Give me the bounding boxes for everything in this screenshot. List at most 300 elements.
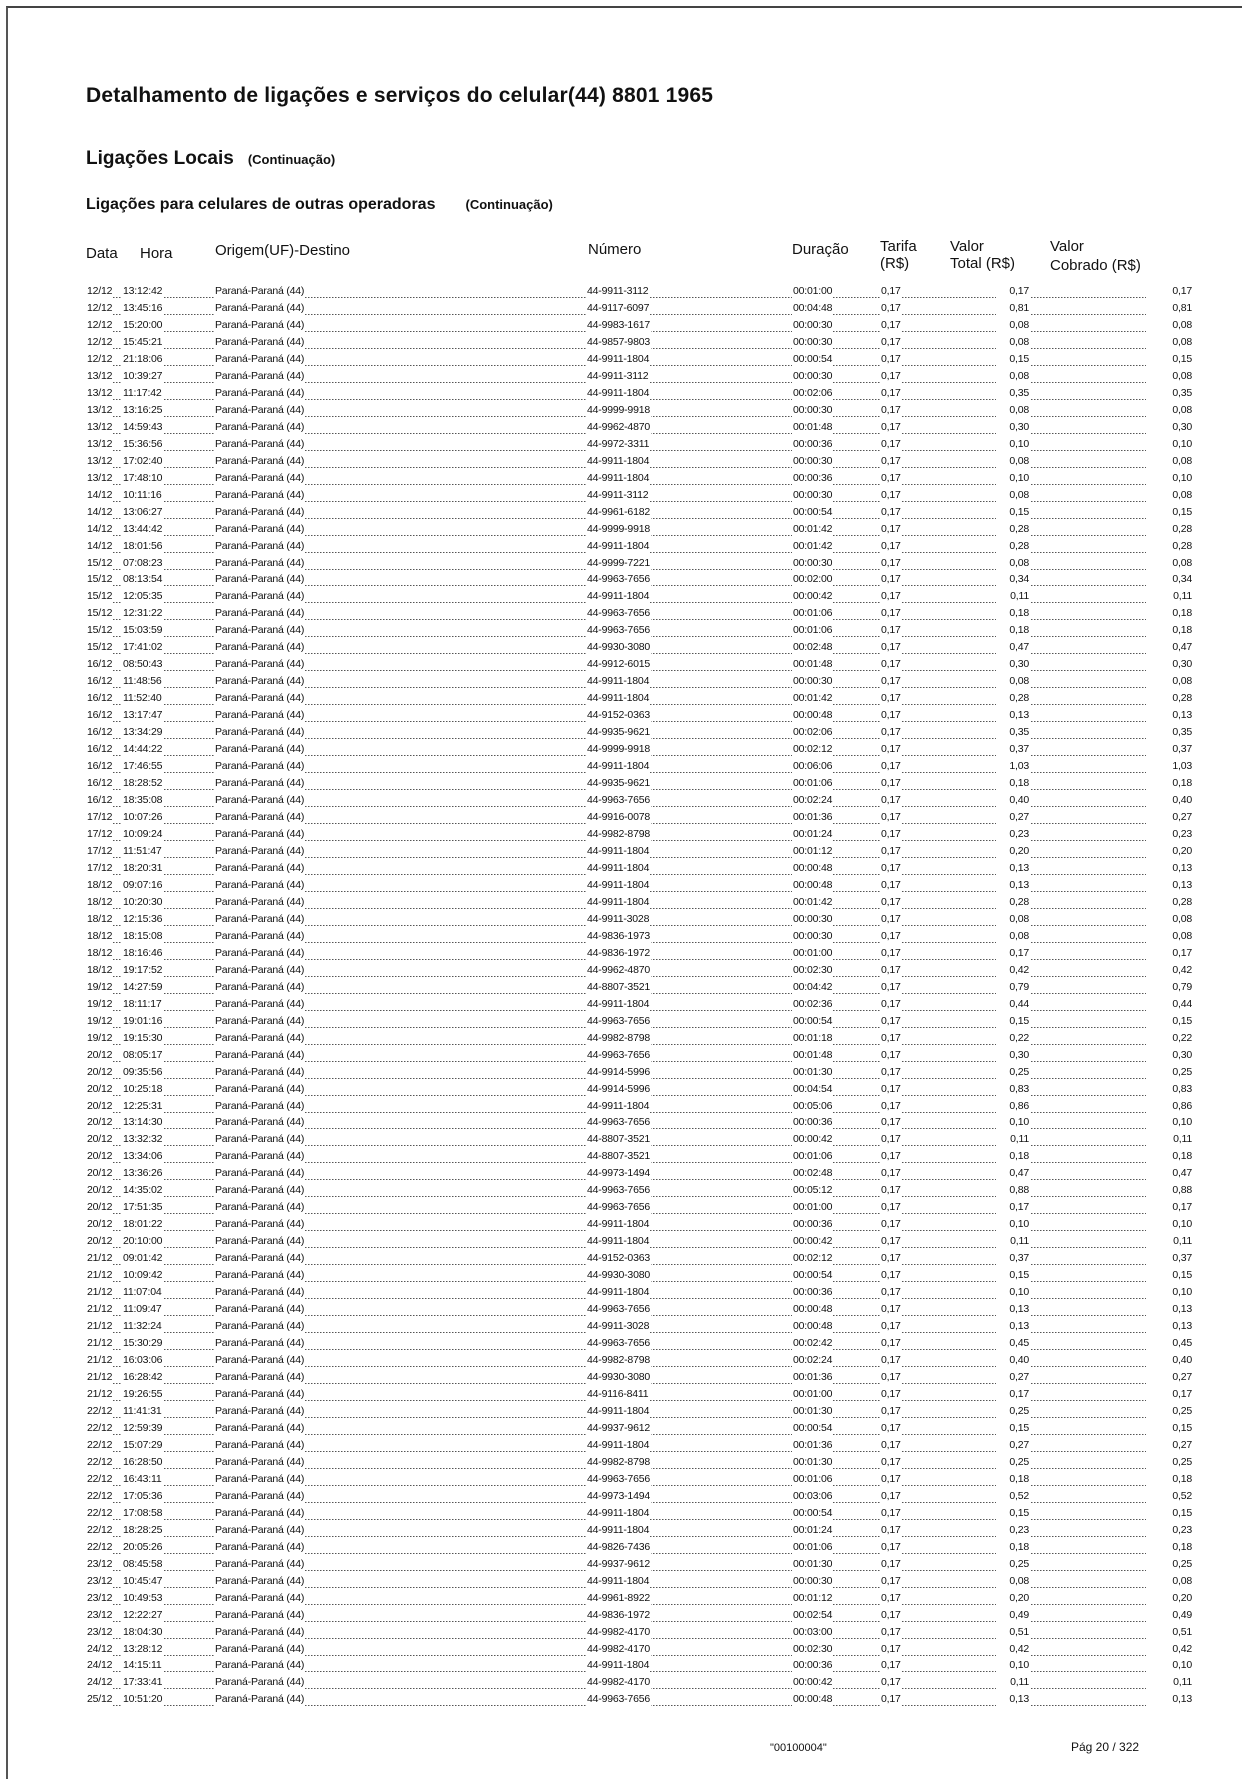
call-time: 19:26:55	[123, 1387, 163, 1400]
call-tariff: 0,17	[881, 437, 901, 450]
call-tariff: 0,17	[881, 726, 901, 739]
table-row	[86, 1557, 1192, 1575]
call-total-value: 0,25	[996, 1456, 1030, 1469]
call-time: 20:10:00	[123, 1235, 163, 1248]
call-charged-value: 0,28	[1146, 692, 1193, 705]
call-total-value: 0,08	[996, 1575, 1030, 1588]
call-duration: 00:00:30	[793, 454, 833, 467]
call-charged-value: 0,47	[1146, 641, 1193, 654]
call-date: 18/12	[87, 929, 113, 942]
call-origin-destination: Paraná-Paraná (44)	[215, 946, 305, 959]
call-duration: 00:01:42	[793, 895, 833, 908]
call-origin-destination: Paraná-Paraná (44)	[215, 1048, 305, 1061]
call-charged-value: 0,08	[1146, 675, 1193, 688]
call-date: 20/12	[87, 1235, 113, 1248]
call-charged-value: 0,42	[1146, 1643, 1193, 1656]
call-tariff: 0,17	[881, 1404, 901, 1417]
call-time: 17:02:40	[123, 454, 163, 467]
call-number: 44-9911-1804	[587, 1235, 650, 1248]
call-duration: 00:01:36	[793, 1438, 833, 1451]
table-row	[86, 1167, 1192, 1184]
call-total-value: 0,13	[996, 1320, 1030, 1333]
call-date: 19/12	[87, 1031, 113, 1044]
call-origin-destination: Paraná-Paraná (44)	[215, 844, 305, 857]
call-charged-value: 0,10	[1146, 472, 1193, 485]
call-total-value: 0,20	[996, 1592, 1030, 1605]
call-time: 13:06:27	[123, 505, 163, 518]
call-time: 15:30:29	[123, 1337, 163, 1350]
call-tariff: 0,17	[881, 878, 901, 891]
call-duration: 00:00:36	[793, 471, 833, 484]
table-row	[86, 1625, 1192, 1643]
call-number: 44-9963-7656	[587, 1014, 650, 1027]
call-date: 22/12	[87, 1489, 113, 1502]
call-charged-value: 0,17	[1146, 947, 1193, 960]
call-origin-destination: Paraná-Paraná (44)	[215, 1438, 305, 1451]
call-origin-destination: Paraná-Paraná (44)	[215, 1235, 305, 1248]
call-charged-value: 0,18	[1146, 1473, 1193, 1486]
call-number: 44-9911-1804	[587, 1404, 650, 1417]
header-tarifa-2: (R$)	[880, 255, 910, 272]
call-duration: 00:00:48	[793, 1693, 833, 1706]
call-origin-destination: Paraná-Paraná (44)	[215, 997, 305, 1010]
call-total-value: 0,17	[996, 1388, 1030, 1401]
table-row	[86, 794, 1192, 811]
section-heading	[86, 148, 335, 170]
header-data: Data	[86, 245, 118, 262]
call-time: 17:05:36	[123, 1489, 163, 1502]
call-total-value: 0,23	[996, 828, 1030, 841]
table-row	[86, 1591, 1192, 1609]
call-total-value: 0,28	[996, 896, 1030, 909]
call-origin-destination: Paraná-Paraná (44)	[215, 709, 305, 722]
call-origin-destination: Paraná-Paraná (44)	[215, 1404, 305, 1417]
call-duration: 00:00:36	[793, 1218, 833, 1231]
call-total-value: 0,40	[996, 1354, 1030, 1367]
call-time: 20:05:26	[123, 1540, 163, 1553]
call-total-value: 0,15	[996, 506, 1030, 519]
call-total-value: 0,27	[996, 1439, 1030, 1452]
call-date: 15/12	[87, 556, 113, 569]
call-duration: 00:01:06	[793, 777, 833, 790]
call-tariff: 0,17	[881, 1099, 901, 1112]
table-row	[86, 420, 1192, 438]
call-tariff: 0,17	[881, 1201, 901, 1214]
call-duration: 00:00:42	[793, 1133, 833, 1146]
table-row	[86, 1354, 1192, 1371]
call-charged-value: 0,08	[1146, 404, 1193, 417]
call-date: 14/12	[87, 539, 113, 552]
call-number: 44-9911-1804	[587, 692, 650, 705]
call-number: 44-9911-1804	[587, 1286, 650, 1299]
call-number: 44-9982-8798	[587, 1031, 650, 1044]
call-total-value: 0,28	[996, 523, 1030, 536]
table-row	[86, 811, 1192, 828]
call-time: 12:31:22	[123, 607, 163, 620]
call-charged-value: 0,28	[1146, 523, 1193, 536]
call-duration: 00:02:48	[793, 1167, 833, 1180]
call-charged-value: 0,13	[1146, 862, 1193, 875]
call-tariff: 0,17	[881, 777, 901, 790]
header-valor-cobrado-1: Valor	[1050, 238, 1084, 255]
call-total-value: 0,18	[996, 1150, 1030, 1163]
call-number: 44-9982-8798	[587, 1354, 650, 1367]
call-total-value: 1,03	[996, 760, 1030, 773]
table-row	[86, 1099, 1192, 1117]
call-origin-destination: Paraná-Paraná (44)	[215, 1201, 305, 1214]
subsection-heading	[86, 196, 553, 214]
call-date: 20/12	[87, 1133, 113, 1146]
call-date: 18/12	[87, 963, 113, 976]
table-row	[86, 318, 1192, 336]
call-date: 20/12	[87, 1099, 113, 1112]
call-date: 21/12	[87, 1354, 113, 1367]
call-origin-destination: Paraná-Paraná (44)	[215, 1303, 305, 1316]
table-row	[86, 692, 1192, 709]
call-origin-destination: Paraná-Paraná (44)	[215, 1557, 305, 1570]
call-charged-value: 0,23	[1146, 1524, 1193, 1537]
call-origin-destination: Paraná-Paraná (44)	[215, 624, 305, 637]
call-total-value: 0,13	[996, 862, 1030, 875]
call-total-value: 0,17	[996, 285, 1030, 298]
call-date: 22/12	[87, 1438, 113, 1451]
call-total-value: 0,81	[996, 302, 1030, 315]
call-tariff: 0,17	[881, 1031, 901, 1044]
call-tariff: 0,17	[881, 318, 901, 331]
call-date: 18/12	[87, 895, 113, 908]
call-duration: 00:01:30	[793, 1557, 833, 1570]
call-duration: 00:00:36	[793, 1286, 833, 1299]
call-tariff: 0,17	[881, 760, 901, 773]
call-charged-value: 0,17	[1146, 285, 1193, 298]
call-total-value: 0,42	[996, 964, 1030, 977]
call-number: 44-9963-7656	[587, 1201, 650, 1214]
call-number: 44-9963-7656	[587, 1048, 650, 1061]
call-origin-destination: Paraná-Paraná (44)	[215, 1693, 305, 1706]
call-charged-value: 0,25	[1146, 1456, 1193, 1469]
call-origin-destination: Paraná-Paraná (44)	[215, 760, 305, 773]
call-number: 44-9911-1804	[587, 1438, 650, 1451]
call-charged-value: 0,10	[1146, 1116, 1193, 1129]
call-total-value: 0,15	[996, 353, 1030, 366]
call-total-value: 0,30	[996, 658, 1030, 671]
table-row	[86, 743, 1192, 760]
call-total-value: 0,08	[996, 319, 1030, 332]
call-origin-destination: Paraná-Paraná (44)	[215, 1387, 305, 1400]
call-duration: 00:01:30	[793, 1065, 833, 1078]
call-tariff: 0,17	[881, 1065, 901, 1078]
call-tariff: 0,17	[881, 1014, 901, 1027]
call-number: 44-9911-1804	[587, 997, 650, 1010]
table-row	[86, 980, 1192, 998]
call-tariff: 0,17	[881, 1557, 901, 1570]
call-tariff: 0,17	[881, 454, 901, 467]
call-charged-value: 0,45	[1146, 1337, 1193, 1350]
call-total-value: 0,25	[996, 1066, 1030, 1079]
call-date: 16/12	[87, 692, 113, 705]
call-date: 16/12	[87, 760, 113, 773]
call-duration: 00:01:42	[793, 522, 833, 535]
call-time: 10:09:42	[123, 1269, 163, 1282]
section-title: Ligações Locais	[86, 148, 234, 169]
call-origin-destination: Paraná-Paraná (44)	[215, 1371, 305, 1383]
call-number: 44-9930-3080	[587, 1269, 650, 1282]
call-number: 44-9911-1804	[587, 844, 650, 857]
call-origin-destination: Paraná-Paraná (44)	[215, 471, 305, 484]
call-charged-value: 0,86	[1146, 1100, 1193, 1113]
call-date: 20/12	[87, 1082, 113, 1095]
table-row	[86, 844, 1192, 862]
call-total-value: 0,15	[996, 1015, 1030, 1028]
table-row	[86, 1218, 1192, 1235]
call-charged-value: 0,30	[1146, 1049, 1193, 1062]
call-charged-value: 0,40	[1146, 1354, 1193, 1367]
call-time: 16:28:50	[123, 1455, 163, 1468]
call-number: 44-9911-1804	[587, 1523, 650, 1536]
call-number: 44-9963-7656	[587, 1693, 650, 1706]
call-origin-destination: Paraná-Paraná (44)	[215, 895, 305, 908]
table-row	[86, 963, 1192, 981]
call-number: 44-9911-1804	[587, 878, 650, 891]
call-time: 15:07:29	[123, 1438, 163, 1451]
call-origin-destination: Paraná-Paraná (44)	[215, 1167, 305, 1180]
table-row	[86, 1184, 1192, 1201]
table-row	[86, 1642, 1192, 1660]
table-row	[86, 1438, 1192, 1456]
table-row	[86, 1523, 1192, 1541]
call-tariff: 0,17	[881, 1218, 901, 1231]
table-row	[86, 1014, 1192, 1032]
header-duracao: Duração	[792, 241, 849, 258]
call-charged-value: 0,15	[1146, 1015, 1193, 1028]
table-row	[86, 1404, 1192, 1422]
call-tariff: 0,17	[881, 1421, 901, 1434]
call-duration: 00:04:48	[793, 301, 833, 314]
call-date: 17/12	[87, 811, 113, 824]
call-total-value: 0,08	[996, 675, 1030, 688]
call-time: 15:03:59	[123, 624, 163, 637]
call-time: 17:41:02	[123, 641, 163, 654]
call-date: 14/12	[87, 488, 113, 501]
call-duration: 00:02:42	[793, 1337, 833, 1350]
call-charged-value: 0,18	[1146, 777, 1193, 790]
call-date: 23/12	[87, 1574, 113, 1587]
call-total-value: 0,11	[996, 1676, 1030, 1689]
call-tariff: 0,17	[881, 794, 901, 807]
call-duration: 00:01:06	[793, 1472, 833, 1485]
call-tariff: 0,17	[881, 1387, 901, 1400]
subsection-title: Ligações para celulares de outras operadoras	[86, 196, 436, 213]
call-duration: 00:04:54	[793, 1082, 833, 1095]
call-tariff: 0,17	[881, 1150, 901, 1163]
call-origin-destination: Paraná-Paraná (44)	[215, 726, 305, 739]
call-tariff: 0,17	[881, 420, 901, 433]
call-origin-destination: Paraná-Paraná (44)	[215, 929, 305, 942]
call-charged-value: 1,03	[1146, 760, 1193, 773]
call-date: 20/12	[87, 1065, 113, 1078]
call-origin-destination: Paraná-Paraná (44)	[215, 1472, 305, 1485]
call-origin-destination: Paraná-Paraná (44)	[215, 420, 305, 433]
call-charged-value: 0,10	[1146, 1286, 1193, 1299]
call-time: 10:09:24	[123, 828, 163, 840]
call-total-value: 0,52	[996, 1490, 1030, 1503]
call-origin-destination: Paraná-Paraná (44)	[215, 1337, 305, 1350]
call-date: 12/12	[87, 352, 113, 365]
call-charged-value: 0,83	[1146, 1083, 1193, 1096]
call-origin-destination: Paraná-Paraná (44)	[215, 488, 305, 501]
call-time: 10:07:26	[123, 811, 163, 824]
call-tariff: 0,17	[881, 844, 901, 857]
section-note: (Continuação)	[247, 152, 336, 167]
call-tariff: 0,17	[881, 709, 901, 722]
call-time: 12:05:35	[123, 590, 163, 603]
call-tariff: 0,17	[881, 1625, 901, 1638]
call-charged-value: 0,11	[1146, 590, 1193, 603]
call-number: 44-9911-1804	[587, 675, 650, 688]
call-total-value: 0,20	[996, 845, 1030, 858]
call-origin-destination: Paraná-Paraná (44)	[215, 1065, 305, 1078]
call-number: 44-9911-1804	[587, 1506, 650, 1519]
table-row	[86, 709, 1192, 726]
call-charged-value: 0,18	[1146, 607, 1193, 620]
call-charged-value: 0,81	[1146, 302, 1193, 315]
call-date: 21/12	[87, 1252, 113, 1265]
call-total-value: 0,10	[996, 1116, 1030, 1129]
call-number: 44-9117-6097	[587, 301, 650, 314]
table-row	[86, 1116, 1192, 1133]
call-time: 17:33:41	[123, 1676, 163, 1689]
call-total-value: 0,86	[996, 1100, 1030, 1113]
call-number: 44-9116-8411	[587, 1387, 649, 1400]
call-tariff: 0,17	[881, 1472, 901, 1485]
table-row	[86, 1540, 1192, 1558]
call-origin-destination: Paraná-Paraná (44)	[215, 285, 305, 297]
call-time: 21:18:06	[123, 352, 163, 365]
call-number: 44-9836-1972	[587, 1608, 650, 1621]
call-charged-value: 0,30	[1146, 421, 1193, 434]
call-charged-value: 0,28	[1146, 896, 1193, 909]
call-origin-destination: Paraná-Paraná (44)	[215, 573, 305, 586]
call-date: 14/12	[87, 505, 113, 518]
call-tariff: 0,17	[881, 1167, 901, 1180]
call-number: 44-9937-9612	[587, 1557, 650, 1570]
call-number: 44-9999-9918	[587, 403, 650, 416]
call-number: 44-9911-1804	[587, 1574, 650, 1587]
table-row	[86, 1371, 1192, 1388]
call-total-value: 0,28	[996, 540, 1030, 553]
call-time: 10:45:47	[123, 1574, 163, 1587]
call-total-value: 0,11	[996, 1235, 1030, 1248]
call-duration: 00:00:48	[793, 709, 833, 722]
call-total-value: 0,18	[996, 1473, 1030, 1486]
call-duration: 00:01:00	[793, 1201, 833, 1214]
call-origin-destination: Paraná-Paraná (44)	[215, 1252, 305, 1265]
call-time: 11:09:47	[123, 1303, 162, 1316]
call-number: 44-9911-1804	[587, 590, 650, 603]
call-tariff: 0,17	[881, 1506, 901, 1519]
call-origin-destination: Paraná-Paraná (44)	[215, 777, 305, 790]
call-number: 44-9826-7436	[587, 1540, 650, 1553]
call-charged-value: 0,15	[1146, 1422, 1193, 1435]
call-origin-destination: Paraná-Paraná (44)	[215, 1099, 305, 1112]
call-time: 16:03:06	[123, 1354, 163, 1367]
call-tariff: 0,17	[881, 641, 901, 654]
table-row	[86, 641, 1192, 658]
call-charged-value: 0,13	[1146, 879, 1193, 892]
call-number: 44-9911-1804	[587, 861, 650, 874]
call-charged-value: 0,15	[1146, 1269, 1193, 1282]
table-row	[86, 301, 1192, 319]
call-duration: 00:01:12	[793, 844, 833, 857]
call-duration: 00:00:54	[793, 352, 833, 365]
call-date: 22/12	[87, 1472, 113, 1485]
call-date: 20/12	[87, 1201, 113, 1214]
call-total-value: 0,83	[996, 1083, 1030, 1096]
call-charged-value: 0,13	[1146, 1693, 1193, 1706]
call-date: 23/12	[87, 1608, 113, 1621]
call-charged-value: 0,08	[1146, 455, 1193, 468]
call-date: 21/12	[87, 1286, 113, 1299]
call-date: 19/12	[87, 997, 113, 1010]
call-total-value: 0,13	[996, 1693, 1030, 1706]
call-duration: 00:01:00	[793, 946, 833, 959]
call-date: 15/12	[87, 624, 113, 637]
call-total-value: 0,30	[996, 421, 1030, 434]
call-origin-destination: Paraná-Paraná (44)	[215, 1116, 305, 1129]
call-date: 20/12	[87, 1150, 113, 1163]
call-tariff: 0,17	[881, 1354, 901, 1367]
call-tariff: 0,17	[881, 1523, 901, 1536]
call-charged-value: 0,34	[1146, 573, 1193, 586]
call-date: 17/12	[87, 828, 113, 840]
call-number: 44-9999-9918	[587, 522, 650, 535]
call-origin-destination: Paraná-Paraná (44)	[215, 1184, 305, 1197]
call-time: 10:39:27	[123, 369, 163, 382]
call-duration: 00:00:42	[793, 590, 833, 603]
call-time: 10:20:30	[123, 895, 163, 908]
call-tariff: 0,17	[881, 861, 901, 874]
call-number: 44-9973-1494	[587, 1167, 650, 1180]
table-row	[86, 454, 1192, 472]
call-origin-destination: Paraná-Paraná (44)	[215, 369, 305, 382]
table-row	[86, 471, 1192, 489]
call-time: 07:08:23	[123, 556, 163, 569]
call-date: 12/12	[87, 318, 113, 331]
table-row	[86, 539, 1192, 557]
call-origin-destination: Paraná-Paraná (44)	[215, 301, 305, 314]
table-row	[86, 505, 1192, 523]
call-total-value: 0,47	[996, 1167, 1030, 1180]
calls-table-body	[86, 285, 1192, 1710]
table-row	[86, 1201, 1192, 1218]
call-charged-value: 0,35	[1146, 726, 1193, 739]
call-number: 44-9911-3112	[587, 488, 649, 501]
call-time: 14:44:22	[123, 743, 163, 756]
call-origin-destination: Paraná-Paraná (44)	[215, 386, 305, 399]
call-duration: 00:02:06	[793, 386, 833, 399]
call-time: 18:04:30	[123, 1625, 163, 1638]
call-charged-value: 0,44	[1146, 998, 1193, 1011]
call-number: 44-9937-9612	[587, 1421, 650, 1434]
call-origin-destination: Paraná-Paraná (44)	[215, 980, 305, 993]
call-total-value: 0,34	[996, 573, 1030, 586]
call-tariff: 0,17	[881, 607, 901, 620]
call-total-value: 0,08	[996, 404, 1030, 417]
call-number: 44-9930-3080	[587, 1371, 650, 1383]
table-row	[86, 1676, 1192, 1693]
call-time: 14:27:59	[123, 980, 163, 993]
table-row	[86, 386, 1192, 404]
